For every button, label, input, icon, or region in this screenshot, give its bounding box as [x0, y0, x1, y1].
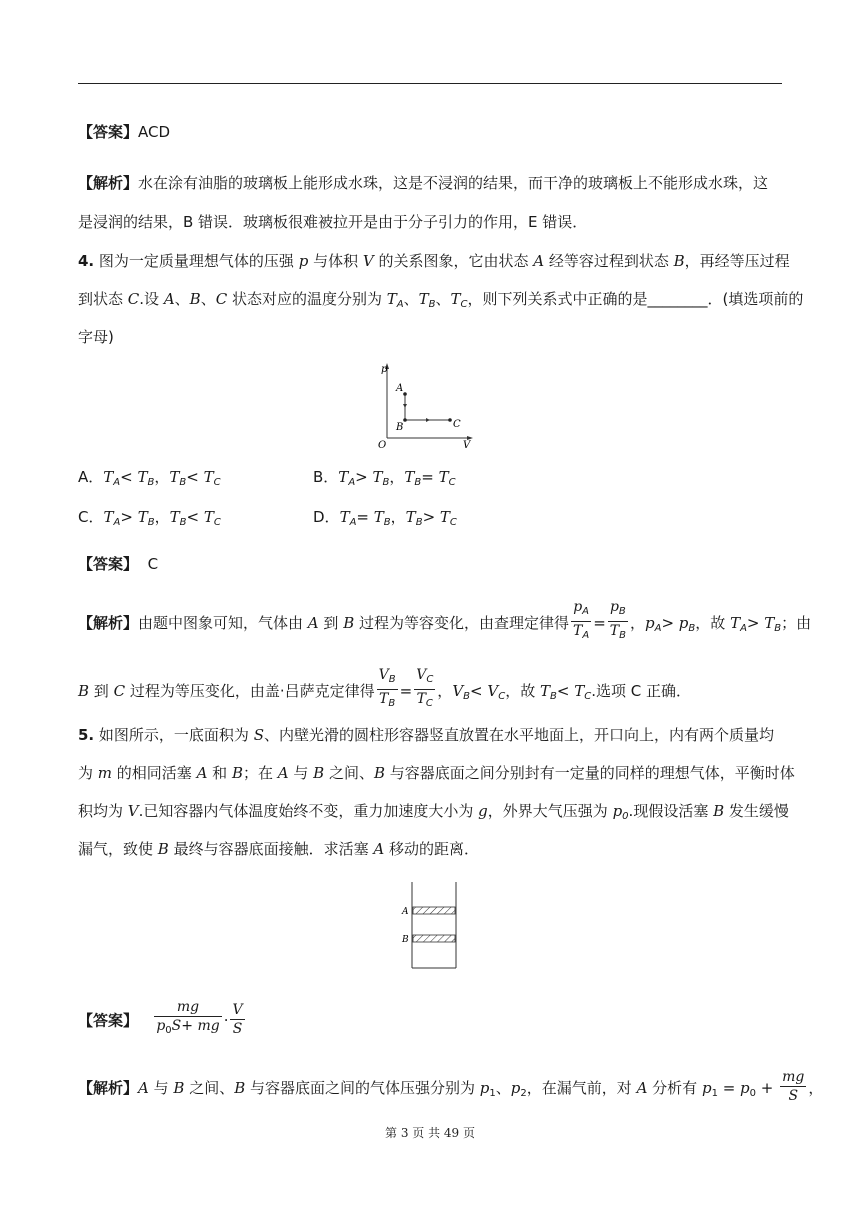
graph-o-label: O [378, 440, 387, 450]
q5-text: 积均为 [78, 802, 128, 820]
fraction-vc-tc: $\frac{V_C}{T_C}$ [416, 667, 434, 709]
q4-stem-line-2 [78, 288, 804, 316]
q4-text: 图为一定质量理想气体的压强 [94, 252, 299, 270]
q5-var-s: S [253, 726, 264, 744]
q5-text: ；在 [242, 764, 278, 782]
q4-var-b: B [189, 290, 201, 308]
q5-analysis-line-1: 【解析】A 与 B 之间、B 与容器底面之间的气体压强分别为 $p_1$、$p_2$，在漏气前，对 A 分析有 $p_1 = p_0$ + $\frac{mg}{S}$ ， [78, 1069, 824, 1104]
q4-var-t: T [418, 290, 429, 308]
q5-text: 的相同活塞 [112, 764, 197, 782]
q5-stem-line-1 [78, 724, 788, 746]
down-arrow-icon [403, 404, 407, 408]
graph-p-label: p [381, 364, 388, 375]
q5-answer-line [78, 1000, 788, 1042]
analysis-label: 【解析】 [78, 614, 139, 632]
q4-analysis-text: 过程为等压变化，由盖·吕萨克定律得 [125, 682, 375, 700]
q5-text: 移动的距离． [384, 840, 479, 858]
q4-sep: 、 [435, 290, 451, 308]
option-letter: D． [313, 508, 340, 526]
q4-analysis-text: ，故 [695, 614, 731, 632]
q4-analysis-text: 过程为等容变化，由查理定律得 [354, 614, 569, 632]
q4-var-a: A [533, 252, 545, 270]
q4-text: 、 [174, 290, 190, 308]
point-c [448, 418, 452, 422]
q5-text: .现假设活塞 [628, 802, 714, 820]
analysis-label: 【解析】 [78, 1079, 139, 1097]
q4-analysis-text: 由题中图象可知，气体由 [138, 614, 308, 632]
q5-var-g: g [478, 802, 488, 820]
q4-option-d: D．$T_A= T_B$，$T_B> T_C$ [313, 508, 457, 528]
q4-analysis-line-2: B 到 C 过程为等压变化，由盖·吕萨克定律得 $\frac{V_B}{T_B}$ = $\frac{V_C}{T_C}$ ，$V_B< V_C$，故 $T_B< T_C$.选项 C 正确． [78, 668, 788, 715]
q5-text: 发生缓慢 [724, 802, 789, 820]
q4-analysis-text: .选项 C 正确． [591, 682, 691, 700]
q4-stem-line-3 [78, 326, 788, 348]
prev-answer-text: ACD [138, 123, 171, 141]
sub-c: C [460, 299, 468, 310]
q4-text: 字母) [78, 328, 114, 346]
option-letter: C． [78, 508, 104, 526]
answer-fraction-vs [230, 1001, 244, 1038]
q4-text: ，再经等压过程 [684, 252, 790, 270]
q4-text: 、 [200, 290, 216, 308]
q4-option-b: B．$T_A> T_B$，$T_B= T_C$ [313, 468, 456, 488]
q5-text: 最终与容器底面接触．求活塞 [168, 840, 374, 858]
option-letter: B． [313, 468, 339, 486]
q5-analysis-text: 之间、 [184, 1079, 235, 1097]
q4-analysis-text: 到 [318, 614, 344, 632]
graph-v-label: V [463, 440, 471, 450]
answer-dot: · [223, 1011, 229, 1030]
piston-b-label: B [402, 935, 409, 945]
q4-text: 的关系图象，它由状态 [373, 252, 534, 270]
q4-var-t: T [386, 290, 397, 308]
q4-text: 状态对应的温度分别为 [227, 290, 387, 308]
q4-text: 经等容过程到状态 [544, 252, 674, 270]
q4-number: 4. [78, 252, 95, 270]
answer-label: 【答案】 [78, 123, 139, 141]
q5-text: .已知容器内气体温度始终不变，重力加速度大小为 [138, 802, 479, 820]
q5-container-figure [400, 880, 462, 970]
prev-answer-line [78, 121, 788, 143]
right-arrow-icon [426, 418, 430, 422]
page-footer: 第 3 页 共 49 页 [385, 1126, 475, 1140]
q5-stem-line-2: 为 m 的相同活塞 A 和 B；在 A 与 B 之间、B 与容器底面之间分别封有一定量的同样的理想气体，平衡时体 [78, 764, 795, 782]
graph-c-label: C [453, 419, 461, 430]
answer-s: S [232, 1020, 243, 1037]
q4-var-t: T [450, 290, 461, 308]
point-b [403, 418, 407, 422]
q5-text: 与容器底面之间分别封有一定量的同样的理想气体，平衡时体 [385, 764, 795, 782]
q4-text: .设 [139, 290, 164, 308]
q4-analysis-text: ；由 [781, 614, 812, 632]
header-rule [78, 83, 782, 84]
q4-text: 到状态 [78, 290, 128, 308]
answer-fraction-mg: $\frac{mg}{p_0S+ mg}$ [156, 999, 220, 1036]
q5-analysis-text: 与 [148, 1079, 174, 1097]
option-letter: A． [78, 468, 104, 486]
q5-stem-line-3: 积均为 V.已知容器内气体温度始终不变，重力加速度大小为 g，外界大气压强为 $p_0$.现假设活塞 B 发生缓慢 [78, 802, 789, 822]
fraction-mg-s: $\frac{mg}{S}$ [782, 1069, 805, 1104]
point-a [403, 392, 407, 396]
prev-analysis-text-1: 水在涂有油脂的玻璃板上能形成水珠，这是不浸润的结果，而干净的玻璃板上不能形成水珠，这 [138, 174, 769, 192]
q4-option-c: C．$T_A> T_B$，$T_B< T_C$ [78, 508, 221, 528]
prev-analysis-line-2 [78, 211, 788, 233]
answer-label: 【答案】 [78, 555, 139, 573]
q5-analysis-text: ，在漏气前，对 [526, 1079, 637, 1097]
sub-b: B [428, 299, 436, 310]
q5-text: 和 [207, 764, 232, 782]
q5-text: 如图所示，一底面积为 [94, 726, 254, 744]
q5-analysis-text: ， [808, 1079, 824, 1097]
prev-analysis-text-2: 是浸润的结果，B 错误．玻璃板很难被拉开是由于分子引力的作用，E 错误． [78, 213, 588, 231]
q4-text: ，则下列关系式中正确的是________．(填选项前的 [467, 290, 804, 308]
q5-text: 漏气，致使 [78, 840, 158, 858]
sub-a: A [396, 299, 404, 310]
q4-var-c: C [127, 290, 140, 308]
q4-answer-line [78, 553, 788, 575]
q4-text: 与体积 [308, 252, 363, 270]
q5-stem-line-4: 漏气，致使 B 最终与容器底面接触．求活塞 A 移动的距离． [78, 840, 479, 858]
q5-analysis-text: 与容器底面之间的气体压强分别为 [245, 1079, 480, 1097]
fraction-pb-tb: $\frac{p_B}{T_B}$ [609, 599, 626, 641]
q5-analysis-text: 分析有 [647, 1079, 702, 1097]
q4-analysis-text: ，故 [505, 682, 540, 700]
q4-var-b: B [673, 252, 685, 270]
q4-var-v: V [362, 252, 374, 270]
piston-a [413, 907, 455, 914]
piston-a-label: A [402, 907, 409, 917]
q4-answer: C [147, 555, 159, 573]
fraction-pa-ta: $\frac{p_A}{T_A}$ [573, 599, 590, 641]
q4-option-a: A．$T_A< T_B$，$T_B< T_C$ [78, 468, 221, 488]
answer-v: V [232, 1001, 243, 1018]
q4-pv-graph [375, 360, 480, 450]
q4-var-p: p [298, 252, 309, 270]
q4-stem-line-1 [78, 250, 788, 272]
q5-text: 与 [288, 764, 314, 782]
answer-label: 【答案】 [78, 1011, 139, 1030]
q4-analysis-text: 到 [89, 682, 114, 700]
q5-text: 之间、 [324, 764, 374, 782]
piston-b [413, 935, 455, 942]
graph-b-label: B [396, 422, 404, 433]
fraction-vb-tb: $\frac{V_B}{T_B}$ [378, 667, 396, 709]
q5-number: 5. [78, 726, 95, 744]
q4-var-c: C [215, 290, 228, 308]
analysis-label: 【解析】 [78, 174, 139, 192]
q4-var-a: A [163, 290, 175, 308]
q4-sep: 、 [403, 290, 419, 308]
q5-text: ，外界大气压强为 [487, 802, 613, 820]
q4-analysis-line-1: 【解析】由题中图象可知，气体由 A 到 B 过程为等容变化，由查理定律得 $\frac{p_A}{T_A}$ = $\frac{p_B}{T_B}$ ，$p_A> p_B$，故 $T_A> T_B$；由 [78, 600, 788, 647]
q5-text: 、内壁光滑的圆柱形容器竖直放置在水平地面上，开口向上，内有两个质量均 [263, 726, 774, 744]
prev-analysis-line-1 [78, 172, 788, 194]
graph-a-label: A [396, 383, 404, 394]
q5-var-m: m [97, 764, 113, 782]
q5-text: 为 [78, 764, 98, 782]
